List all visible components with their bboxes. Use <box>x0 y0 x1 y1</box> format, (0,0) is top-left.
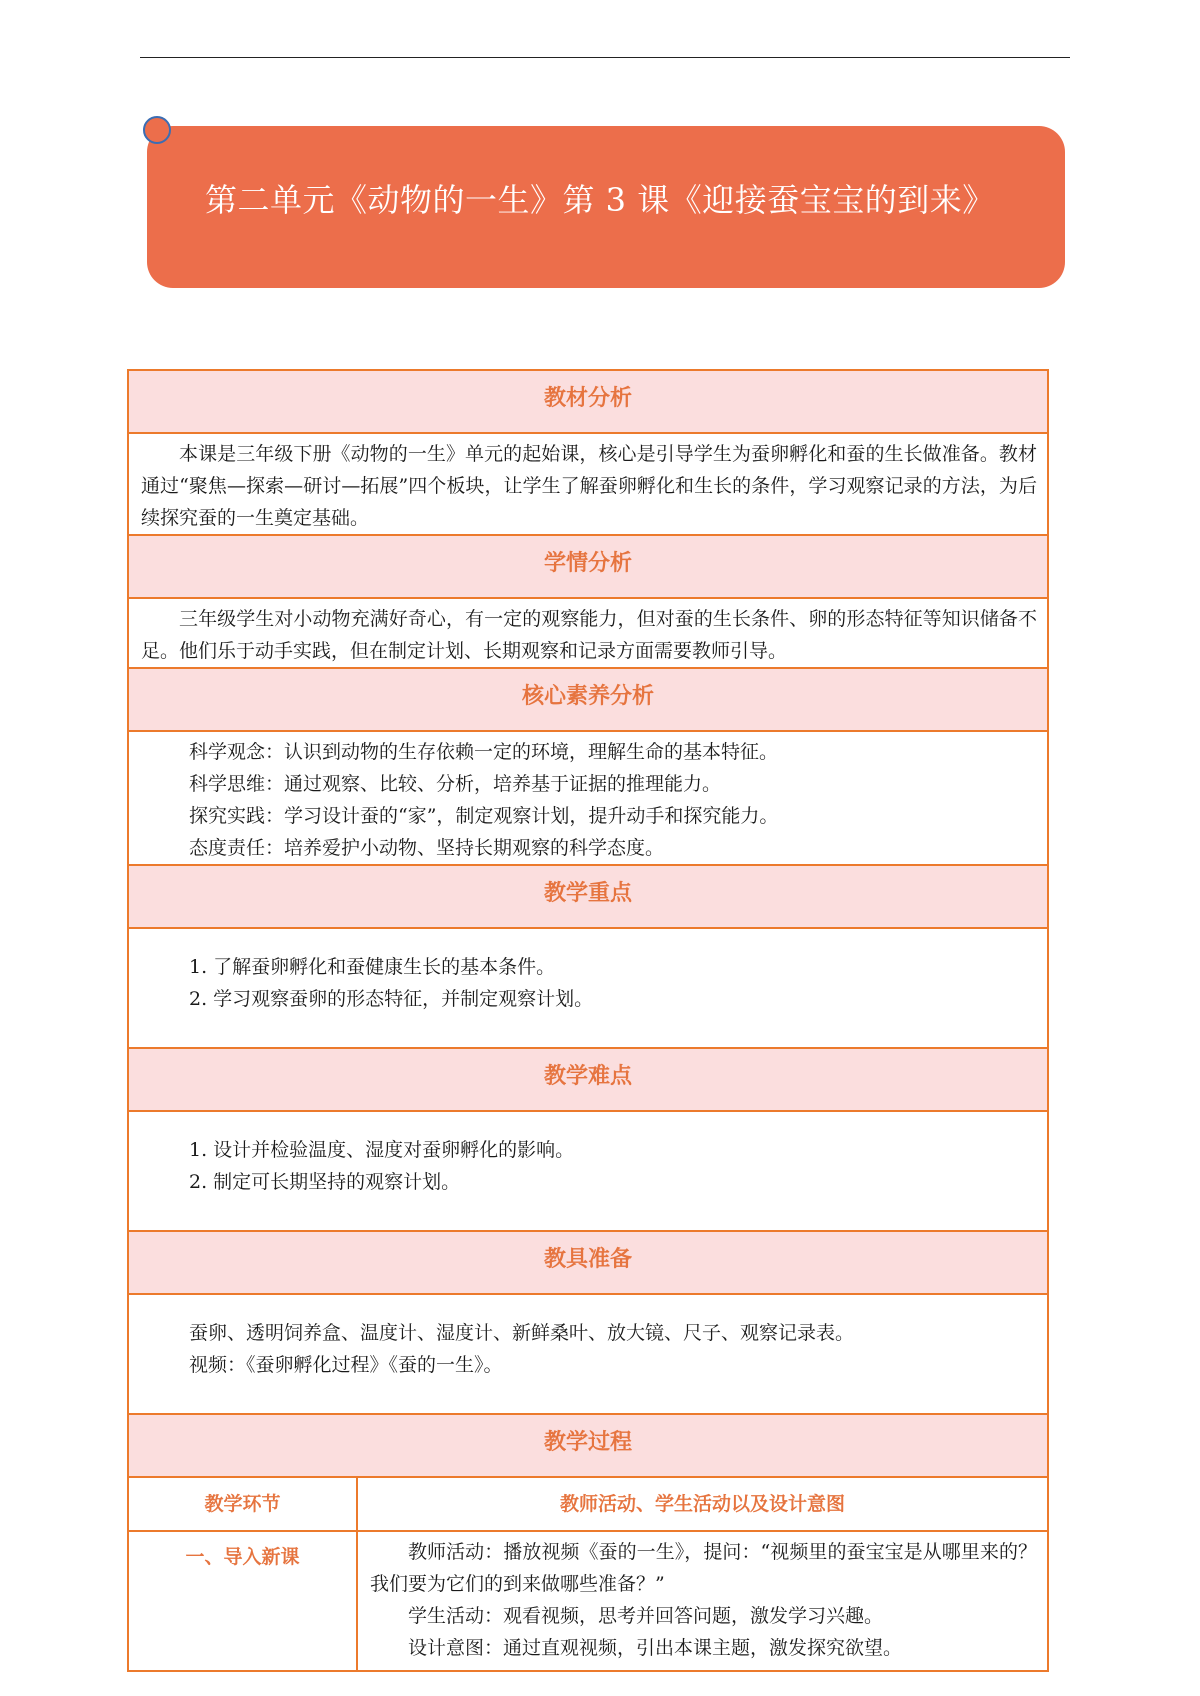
header-rule <box>140 57 1070 58</box>
text-line: 学生活动：观看视频，思考并回答问题，激发学习兴趣。 <box>408 1605 884 1627</box>
section-header-students <box>128 535 1048 598</box>
page-title: 第二单元《动物的一生》第 3 课《迎接蚕宝宝的到来》 <box>205 181 995 219</box>
section-body-difficulties <box>128 1111 1048 1231</box>
process-row <box>128 1531 1048 1671</box>
section-body-literacy <box>128 731 1048 865</box>
section-body-students <box>128 598 1048 668</box>
process-column-headers <box>128 1477 1048 1531</box>
text-line: 教师活动：播放视频《蚕的一生》，提问：“视频里的蚕宝宝是从哪里来的？我们要为它们的到来做哪些准备？” <box>370 1541 1037 1595</box>
text-line: 1. 设计并检验温度、湿度对蚕卵孵化的影响。 <box>189 1139 575 1161</box>
section-title: 核心素养分析 <box>521 684 654 709</box>
text-line: 态度责任：培养爱护小动物、坚持长期观察的科学态度。 <box>189 837 665 859</box>
text-line: 科学观念：认识到动物的生存依赖一定的环境，理解生命的基本特征。 <box>189 741 779 763</box>
lesson-plan-table <box>127 369 1049 1672</box>
column-header-step: 教学环节 <box>204 1493 281 1515</box>
section-header-tools <box>128 1231 1048 1294</box>
column-header-activity: 教师活动、学生活动以及设计意图 <box>559 1493 845 1515</box>
paragraph: 三年级学生对小动物充满好奇心，有一定的观察能力，但对蚕的生长条件、卵的形态特征等知识储备不足。他们乐于动手实践，但在制定计划、长期观察和记录方面需要教师引导。 <box>141 608 1037 662</box>
section-title: 教学重点 <box>543 881 632 906</box>
section-body-key-points <box>128 928 1048 1048</box>
section-title: 教学难点 <box>543 1064 632 1089</box>
text-line: 视频：《蚕卵孵化过程》《蚕的一生》。 <box>189 1354 503 1376</box>
paragraph: 本课是三年级下册《动物的一生》单元的起始课，核心是引导学生为蚕卵孵化和蚕的生长做准备。教材通过“聚焦—探索—研讨—拓展”四个板块，让学生了解蚕卵孵化和生长的条件，学习观察记录的方法，为后续探究蚕的一生奠定基础。 <box>141 443 1037 529</box>
banner-dot <box>143 116 171 144</box>
section-title: 学情分析 <box>543 551 632 576</box>
text-line: 探究实践：学习设计蚕的“家”，制定观察计划，提升动手和探究能力。 <box>189 805 779 827</box>
section-body-tools <box>128 1294 1048 1414</box>
section-header-difficulties <box>128 1048 1048 1111</box>
text-line: 1. 了解蚕卵孵化和蚕健康生长的基本条件。 <box>189 956 556 978</box>
text-line: 设计意图：通过直观视频，引出本课主题，激发探究欲望。 <box>408 1637 903 1659</box>
section-body-materials <box>128 433 1048 535</box>
section-title: 教材分析 <box>543 386 632 411</box>
section-header-key-points <box>128 865 1048 928</box>
section-title: 教具准备 <box>543 1247 632 1272</box>
section-title: 教学过程 <box>543 1430 632 1455</box>
section-header-process <box>128 1414 1048 1477</box>
process-step: 一、导入新课 <box>128 1531 357 1671</box>
text-line: 2. 制定可长期坚持的观察计划。 <box>189 1171 461 1193</box>
section-header-literacy <box>128 668 1048 731</box>
text-line: 2. 学习观察蚕卵的形态特征，并制定观察计划。 <box>189 988 594 1010</box>
text-line: 蚕卵、透明饲养盒、温度计、湿度计、新鲜桑叶、放大镜、尺子、观察记录表。 <box>189 1322 855 1344</box>
text-line: 科学思维：通过观察、比较、分析，培养基于证据的推理能力。 <box>189 773 722 795</box>
section-header-materials <box>128 370 1048 433</box>
